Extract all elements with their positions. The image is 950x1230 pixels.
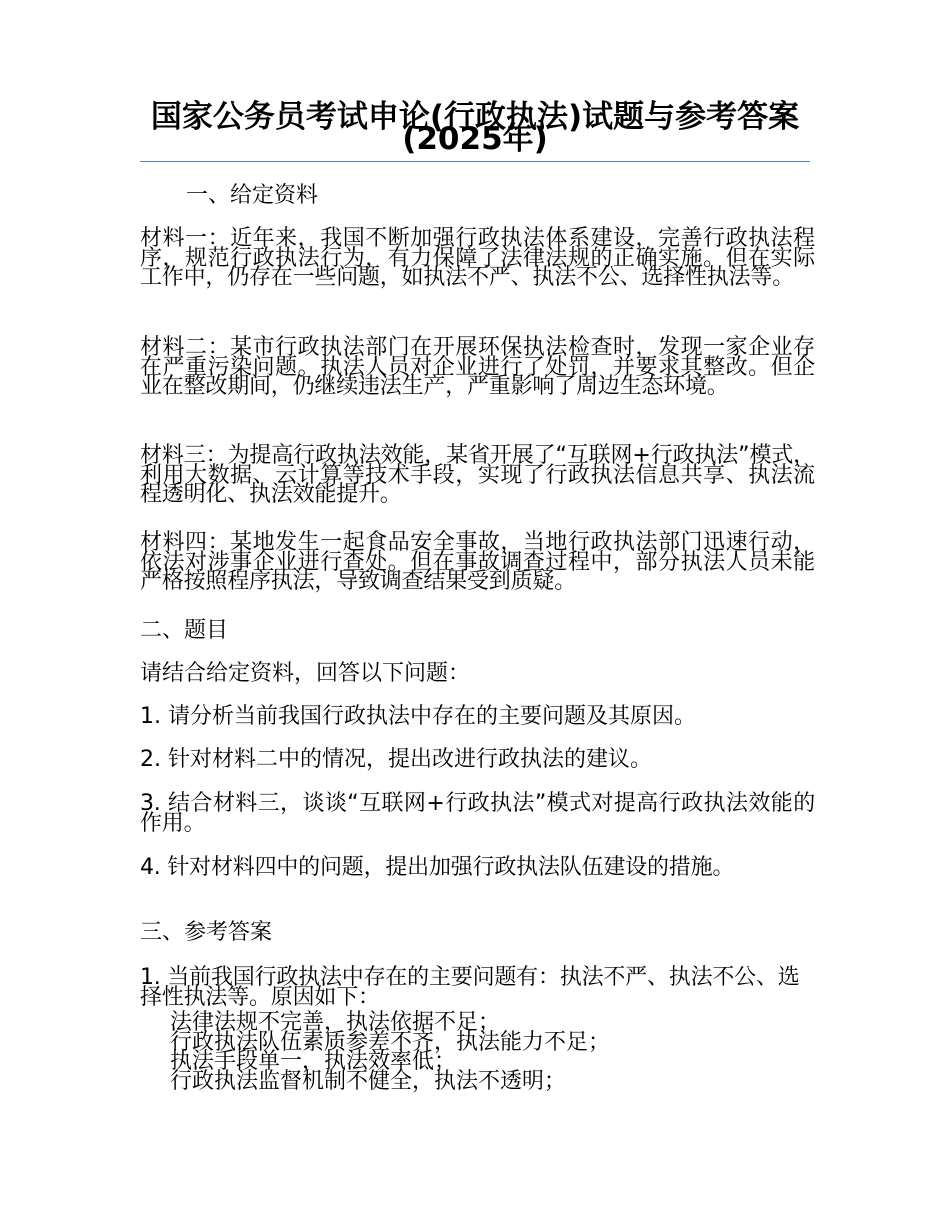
question-item: 1. 请分析当前我国行政执法中存在的主要问题及其原因。 — [140, 704, 696, 729]
material-paragraph: 材料一：近年来，我国不断加强行政执法体系建设，完善行政执法程序，规范行政执法行为，有力保障了法律法规的正确实施。但在实际工作中，仍存在一些问题，如执法不严、执法不公、选择性执法等。 — [140, 226, 815, 290]
answer-reason-item: 行政执法监督机制不健全，执法不透明； — [170, 1068, 567, 1094]
section-heading-answers: 三、参考答案 — [140, 920, 273, 945]
title-divider — [140, 161, 810, 162]
answer-reason-list — [170, 1010, 810, 1094]
question-item: 2. 针对材料二中的情况，提出改进行政执法的建议。 — [140, 747, 652, 772]
answer-reason-item: 执法手段单一，执法效率低； — [170, 1049, 457, 1074]
section-heading-materials: 一、给定资料 — [186, 183, 319, 208]
answer-reason-item: 法律法规不完善，执法依据不足； — [170, 1010, 501, 1035]
answer-reason-item: 行政执法队伍素质参差不齐，执法能力不足； — [170, 1029, 611, 1055]
section-heading-questions: 二、题目 — [140, 618, 229, 643]
material-paragraph: 材料四：某地发生一起食品安全事故，当地行政执法部门迅速行动，依法对涉事企业进行查处。但在事故调查过程中，部分执法人员未能严格按照程序执法，导致调查结果受到质疑。 — [140, 530, 815, 594]
question-item: 3. 结合材料三，谈谈“互联网+行政执法”模式对提高行政执法效能的作用。 — [140, 791, 815, 836]
material-paragraph: 材料三：为提高行政执法效能，某省开展了“互联网+行政执法”模式，利用大数据、云计算等技术手段，实现了行政执法信息共享、执法流程透明化、执法效能提升。 — [140, 443, 815, 507]
questions-intro: 请结合给定资料，回答以下问题： — [140, 661, 471, 686]
answer-paragraph: 1. 当前我国行政执法中存在的主要问题有：执法不严、执法不公、选择性执法等。原因如下： — [140, 965, 800, 1010]
document-title: 国家公务员考试申论(行政执法)试题与参考答案(2025年) — [150, 99, 800, 157]
question-item: 4. 针对材料四中的问题，提出加强行政执法队伍建设的措施。 — [140, 855, 735, 880]
material-paragraph: 材料二：某市行政执法部门在开展环保执法检查时，发现一家企业存在严重污染问题。执法人员对企业进行了处罚，并要求其整改。但企业在整改期间，仍继续违法生产，严重影响了周边生态环境。 — [140, 335, 815, 399]
